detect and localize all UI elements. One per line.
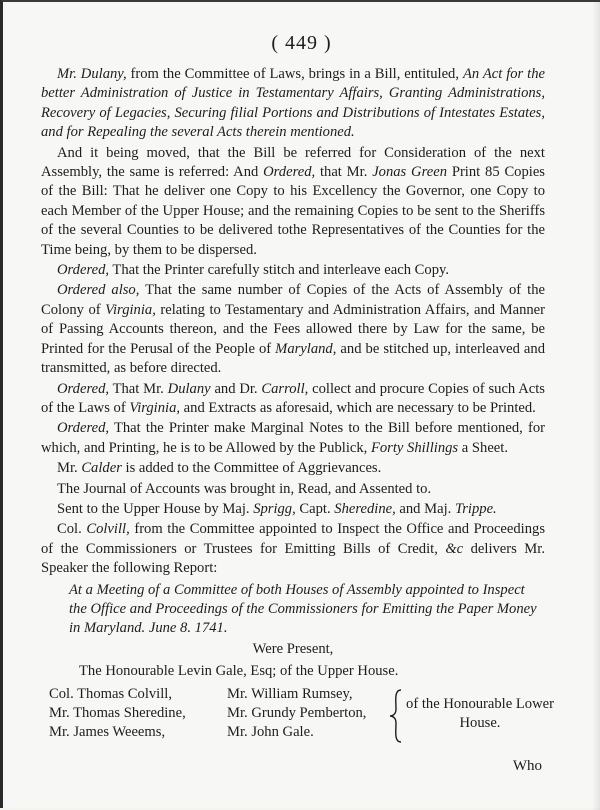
- paragraph: Ordered, That the Printer carefully stitch and interleave each Copy.: [57, 262, 450, 279]
- paragraph: Ordered also, That the same number of Copies of the Acts of Assembly of the Colony of Virginia, relating to Testamentary and Administration Affairs, and Manner of Passing Accounts thereon, and the Fees allowed there by Law for the same, be Printed for the Perusal of the People of Maryland, and be stitched up, interleaved and transmitted, as before directed.: [41, 282, 545, 377]
- paragraph: The Journal of Accounts was brought in, Read, and Assented to.: [57, 480, 432, 497]
- paragraphs: [41, 65, 545, 579]
- paragraph: Mr. Dulany, from the Committee of Laws, brings in a Bill, entituled, An Act for the better Administration of Justice in Testamentary Affairs, Granting Administrations, Recovery of Legacies, Securing filial Portions and Distributions of Intestates Estates, and for Repealing the several Acts therein mentioned.: [41, 66, 545, 141]
- paragraph: Sent to the Upper House by Maj. Sprigg, Capt. Sheredine, and Maj. Trippe.: [57, 500, 497, 517]
- catchword: Who: [512, 758, 542, 774]
- members-column-1: [49, 685, 186, 743]
- page-body: [41, 65, 554, 747]
- were-present: Were Present,: [252, 640, 334, 657]
- paragraph: Mr. Calder is added to the Committee of Aggrievances.: [57, 460, 382, 477]
- member-name: Mr. James Weeems,: [49, 724, 166, 741]
- meeting-heading: At a Meeting of a Committee of both Houses of Assembly appointed to Inspect the Office and Proceedings of the Commissioners for Emitting the Paper Money in Maryland. June 8. 1741.: [69, 581, 537, 637]
- lower-house-members: [49, 685, 554, 747]
- lower-house-label: of the Honourable Lower House.: [406, 695, 554, 731]
- member-name: Mr. John Gale.: [227, 724, 314, 741]
- members-column-2: [227, 685, 366, 743]
- paragraph: Col. Colvill, from the Committee appointed to Inspect the Office and Proceedings of the Commissioners or Trustees for Emitting Bills of Credit, &c delivers Mr. Speaker the following Report:: [41, 521, 546, 577]
- member-name: Mr. Grundy Pemberton,: [227, 705, 367, 721]
- member-name: Mr. William Rumsey,: [227, 685, 353, 702]
- upper-house-member: The Honourable Levin Gale, Esq; of the Upper House.: [79, 663, 399, 680]
- member-name: Col. Thomas Colvill,: [49, 685, 172, 702]
- page-number: ( 449 ): [271, 32, 332, 54]
- paragraph: Ordered, That Mr. Dulany and Dr. Carroll, collect and procure Copies of such Acts of the Laws of Virginia, and Extracts as aforesaid, which are necessary to be Printed.: [41, 380, 545, 416]
- paragraph: And it being moved, that the Bill be referred for Consideration of the next Assembly, the same is referred: And Ordered, that Mr. Jonas Green Print 85 Copies of the Bill: That he deliver one Copy to his Excellency the Governor, one Copy to each Member of the Upper House; and the remaining Copies to be sent to the Sheriffs of the several Counties to be delivered tothe Representatives of the Counties for the Time being, by them to be dispersed.: [41, 144, 545, 258]
- page-edge-shadow: [592, 2, 600, 810]
- paragraph: Ordered, That the Printer make Marginal Notes to the Bill before mentioned, for which, and Printing, he is to be Allowed by the Publick, Forty Shillings a Sheet.: [41, 420, 545, 456]
- curly-brace-icon: [389, 689, 403, 743]
- member-name: Mr. Thomas Sheredine,: [49, 705, 186, 721]
